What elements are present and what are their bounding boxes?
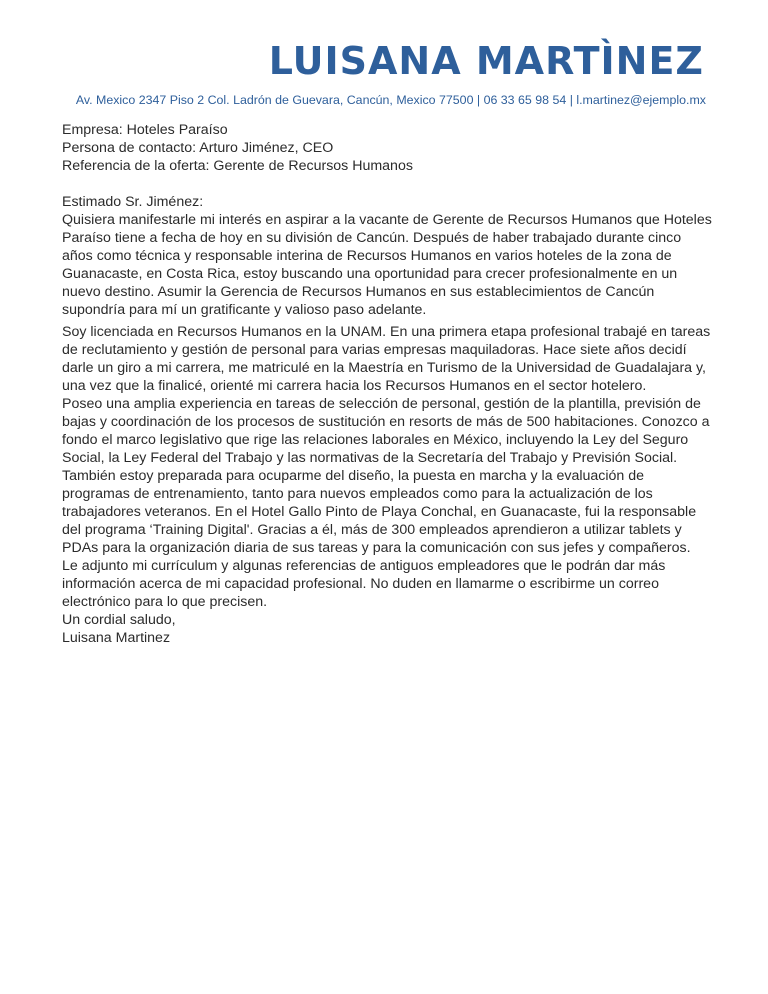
paragraph-5: Le adjunto mi currículum y algunas referencias de antiguos empleadores que le podrán dar más información acerca de mi capacidad profesional. No duden en llamarme o escribirme un correo electrónico para lo que precisen. [62, 558, 666, 610]
signature: Luisana Martinez [62, 630, 171, 646]
header-name: LUISANA MARTÌNEZ [268, 39, 704, 83]
closing: Un cordial saludo, [62, 612, 176, 628]
greeting: Estimado Sr. Jiménez: [62, 194, 204, 210]
header-contact: Av. Mexico 2347 Piso 2 Col. Ladrón de Guevara, Cancún, Mexico 77500 | 06 33 65 98 54 | l.martinez@ejemplo.mx [75, 93, 706, 107]
reference-line: Referencia de la oferta: Gerente de Recursos Humanos [62, 158, 413, 174]
recipient-block [62, 121, 712, 175]
paragraph-2: Soy licenciada en Recursos Humanos en la UNAM. En una primera etapa profesional trabajé en tareas de reclutamiento y gestión de personal para varias empresas maquiladoras. Hace siete años decidí darle un giro a mi carrera, me matriculé en la Maestría en Turismo de la Universidad de Guadalajara y, una vez que la finalicé, orienté mi carrera hacia los Recursos Humanos en el sector hotelero. [62, 324, 711, 394]
paragraph-3: Poseo una amplia experiencia en tareas de selección de personal, gestión de la plantilla, previsión de bajas y coordinación de los procesos de sustitución en resorts de más de 500 habitaciones. Conozco a fondo el marco legislativo que rige las relaciones laborales en México, incluyendo la Ley del Seguro Social, la Ley Federal del Trabajo y las normativas de la Secretaría del Trabajo y Previsión Social. [62, 396, 710, 466]
paragraph-4: También estoy preparada para ocuparme del diseño, la puesta en marcha y la evaluación de programas de entrenamiento, tanto para nuevos empleados como para la actualización de los trabajadores veteranos. En el Hotel Gallo Pinto de Playa Conchal, en Guanacaste, fui la responsable del programa ‘Training Digital'. Gracias a él, más de 300 empleados aprendieron a utilizar tablets y PDAs para la organización diaria de sus tareas y para la comunicación con sus jefes y compañeros. [62, 468, 697, 556]
contact-person-line: Persona de contacto: Arturo Jiménez, CEO [62, 140, 334, 156]
company-line: Empresa: Hoteles Paraíso [62, 122, 228, 138]
paragraph-1: Quisiera manifestarle mi interés en aspirar a la vacante de Gerente de Recursos Humanos que Hoteles Paraíso tiene a fecha de hoy en su división de Cancún. Después de haber trabajado durante cinco años como técnica y responsable interina de Recursos Humanos en varios hoteles de la zona de Guanacaste, en Costa Rica, estoy buscando una oportunidad para crecer profesionalmente en un nuevo destino. Asumir la Gerencia de Recursos Humanos en sus establecimientos de Cancún supondría para mí un gratificante y valioso paso adelante. [62, 212, 712, 318]
letter-body [62, 121, 712, 647]
